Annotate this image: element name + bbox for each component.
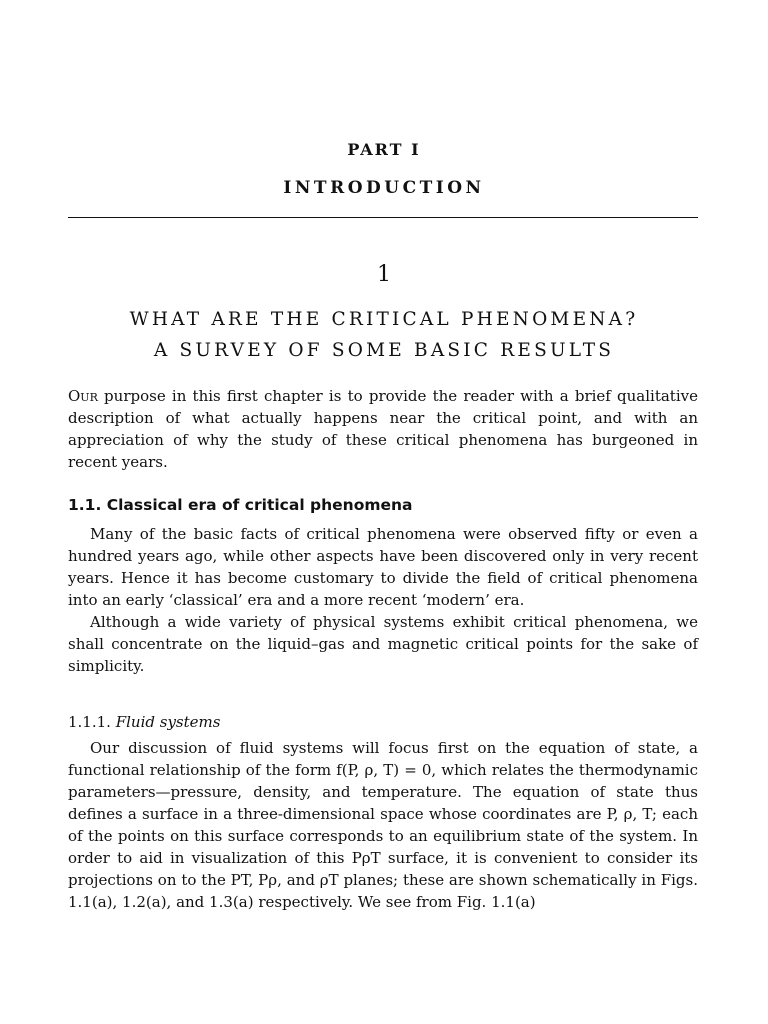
- subsection-title: Fluid systems: [115, 713, 221, 731]
- section-paragraph-2: Although a wide variety of physical systems exhibit critical phenomena, we shall concentrate on the liquid–gas and magnetic critical points for the sake of simplicity.: [68, 613, 698, 675]
- intro-lead-word: Our: [68, 387, 98, 405]
- section-paragraph-1: Many of the basic facts of critical phenomena were observed fifty or even a hundred years ago, while other aspects have been discovered only in very recent years. Hence it has become customary to divide the field of critical phenomena into an early ‘classical’ era and a more recent ‘modern’ era.: [68, 525, 698, 609]
- chapter-number: 1: [377, 262, 391, 287]
- chapter-title-line-1: WHAT ARE THE CRITICAL PHENOMENA?: [129, 309, 639, 330]
- chapter-title-line-2: A SURVEY OF SOME BASIC RESULTS: [153, 340, 615, 361]
- part-title: INTRODUCTION: [283, 178, 485, 198]
- section-body: [68, 523, 698, 677]
- chapter-title: [0, 304, 768, 366]
- intro-paragraph: [68, 385, 698, 473]
- subsection-paragraph: Our discussion of fluid systems will focus first on the equation of state, a functional relationship of the form f(P, ρ, T) = 0, which relates the thermodynamic parameters—pressure, density, and temperature. The equation of state thus defines a surface in a three-dimensional space whose coordinates are P, ρ, T; each of the points on this surface corresponds to an equilibrium state of the system. In order to aid in visualization of this PρT surface, it is convenient to consider its projections on to the PT, Pρ, and ρT planes; these are shown schematically in Figs. 1.1(a), 1.2(a), and 1.3(a) respectively. We see from Fig. 1.1(a): [68, 739, 698, 911]
- section-heading: 1.1. Classical era of critical phenomena: [68, 496, 413, 514]
- subsection-number: 1.1.1.: [68, 713, 111, 731]
- part-label: PART I: [347, 140, 421, 159]
- horizontal-rule: [68, 217, 698, 218]
- subsection-heading: [68, 713, 698, 731]
- intro-text: purpose in this first chapter is to provide the reader with a brief qualitative description of what actually happens near the critical point, and with an appreciation of why the study of these critical phenomena has burgeoned in recent years.: [68, 387, 698, 471]
- subsection-body: [68, 737, 698, 913]
